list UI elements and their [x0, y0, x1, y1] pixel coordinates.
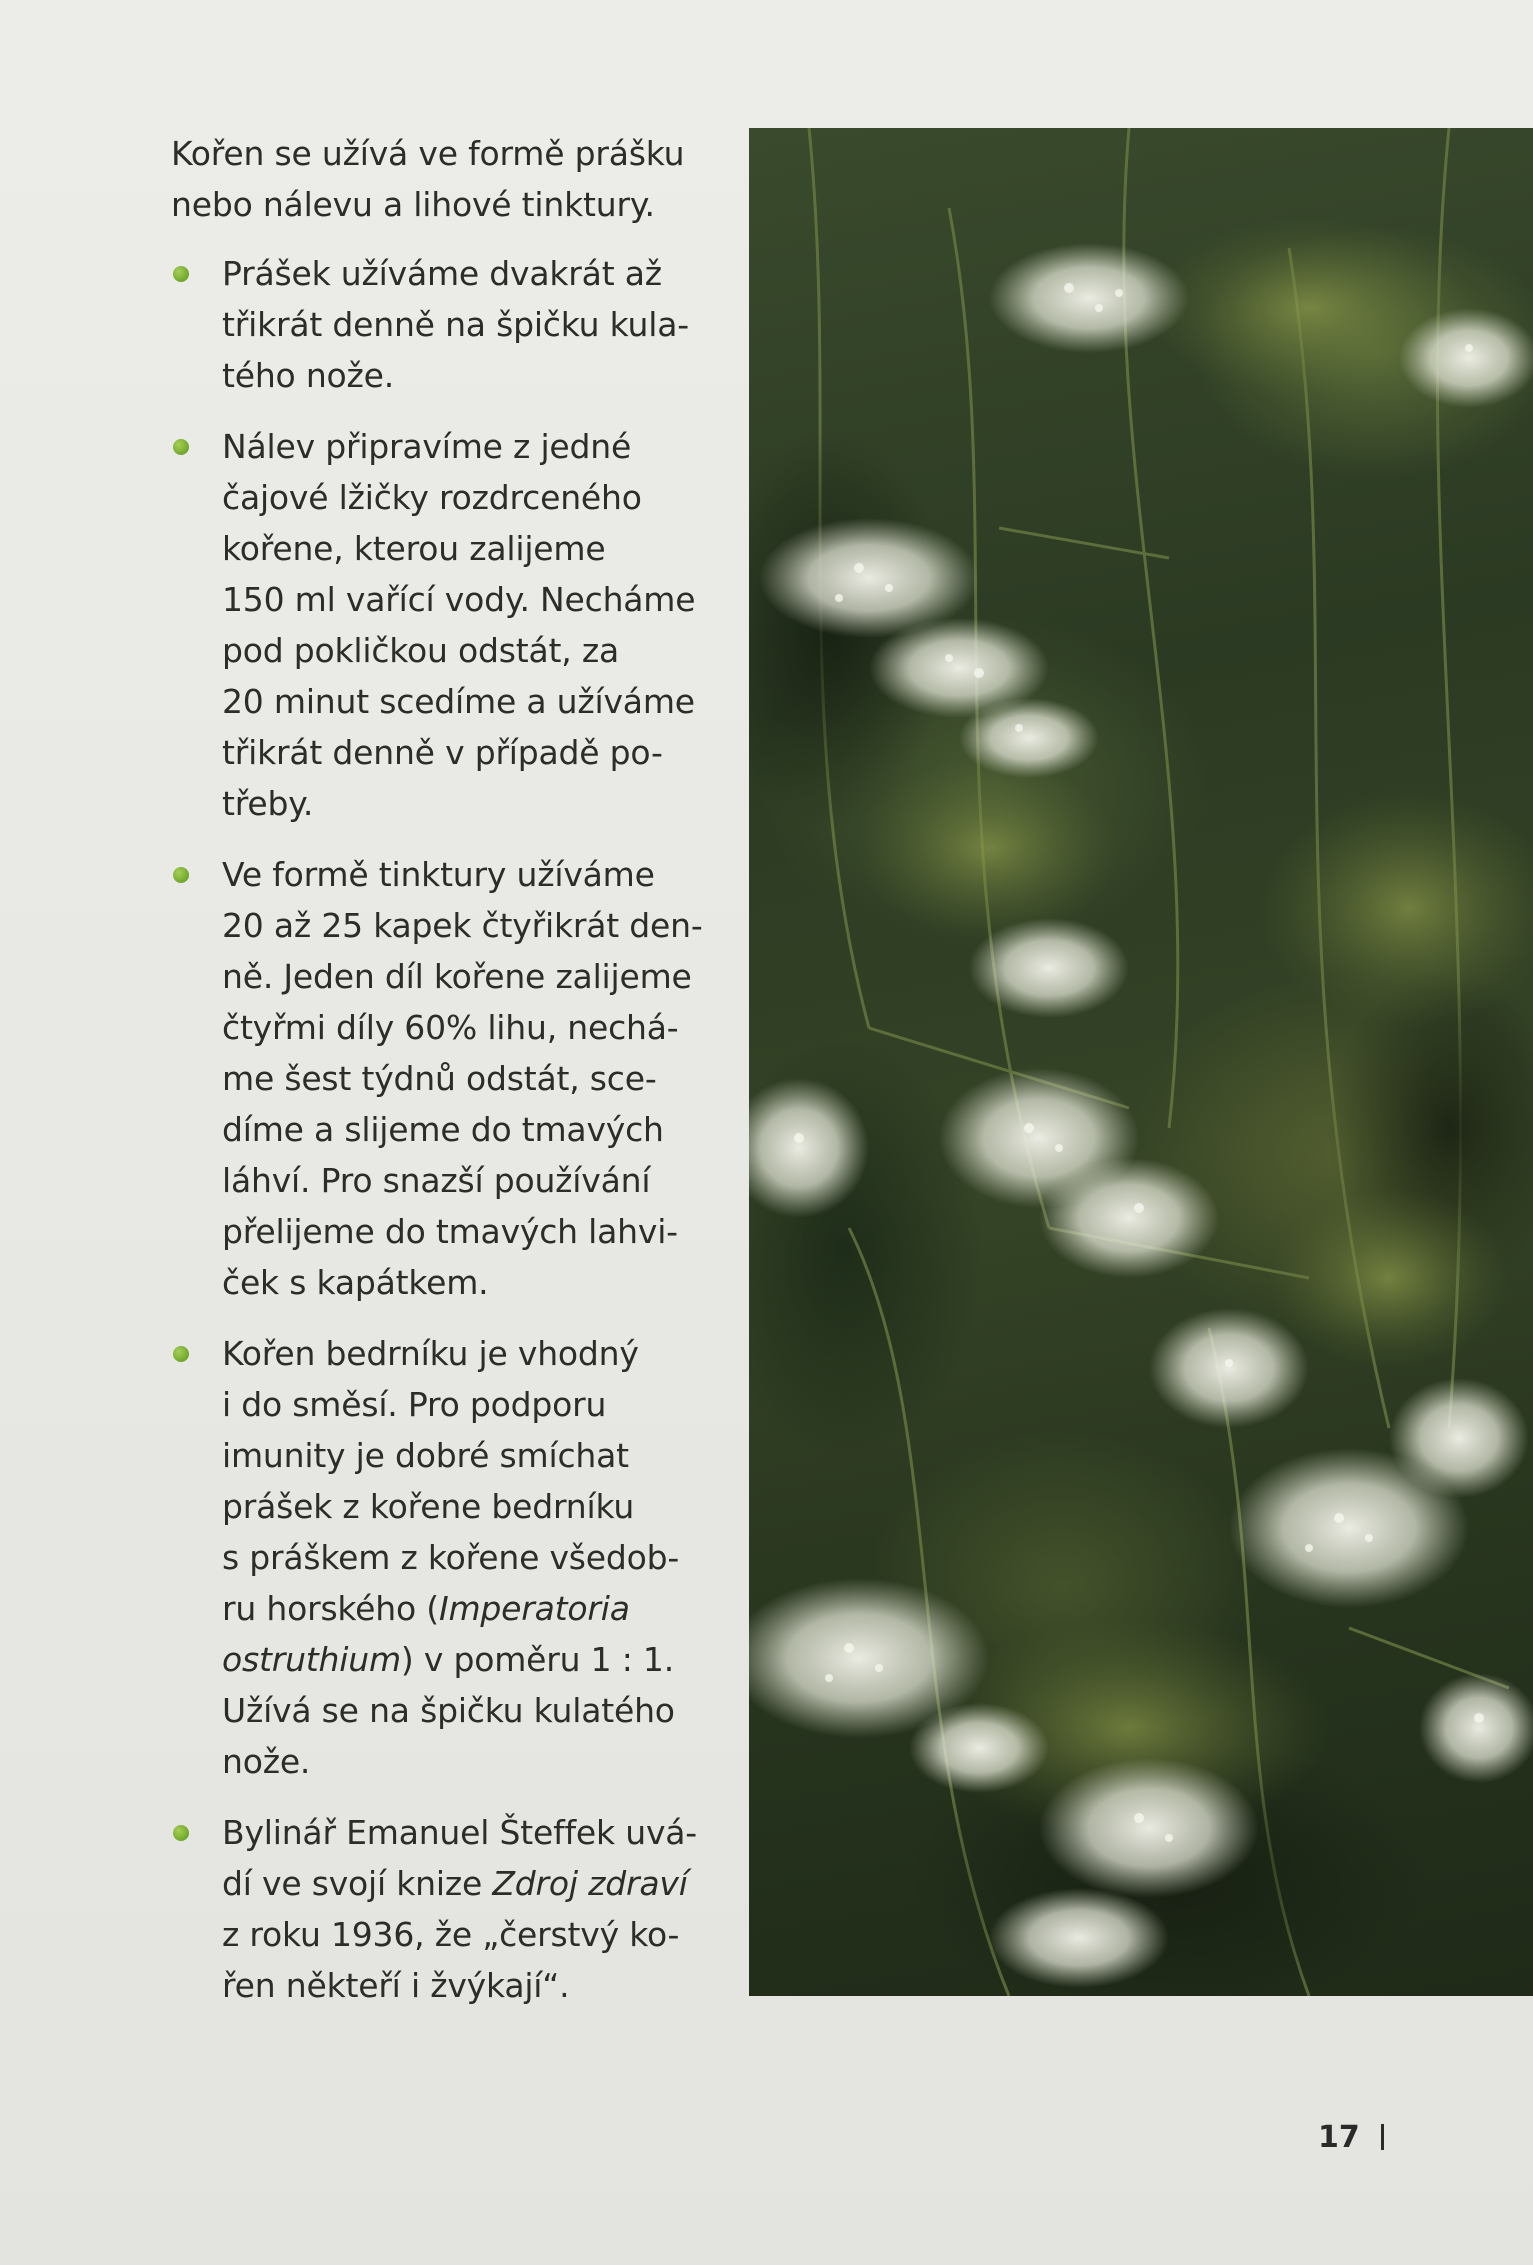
bullet-line: prášek z kořene bedrníku [222, 1487, 635, 1526]
green-bullet-icon [173, 266, 189, 282]
bullet-line: čajové lžičky rozdrceného [222, 478, 642, 517]
bullet-line: Užívá se na špičku kulatého [222, 1691, 675, 1730]
bullet-line: me šest týdnů odstát, sce- [222, 1059, 657, 1098]
bullet-line [222, 1858, 723, 1909]
bullet-line: s práškem z kořene všedob- [222, 1538, 680, 1577]
bullet-line: ček s kapátkem. [222, 1263, 489, 1302]
bullet-line: čtyřmi díly 60% lihu, nechá- [222, 1008, 679, 1047]
bullet-line: přelijeme do tmavých lahvi- [222, 1212, 678, 1251]
bullet-line: láhví. Pro snazší používání [222, 1161, 651, 1200]
bullet-item-steffek [171, 1807, 723, 2011]
green-bullet-icon [173, 1825, 189, 1841]
book-title: Zdroj zdraví [492, 1864, 688, 1903]
bullet-item-powder [171, 248, 723, 401]
bullet-line: 20 až 25 kapek čtyřikrát den- [222, 906, 703, 945]
bullet-line [222, 1583, 723, 1634]
bullet-line: třikrát denně na špičku kula- [222, 305, 689, 344]
bullet-line: z roku 1936, že „čerstvý ko- [222, 1915, 680, 1954]
bullet-line: ně. Jeden díl kořene zalijeme [222, 957, 692, 996]
bullet-line: tého nože. [222, 356, 395, 395]
page-number: 17 [1318, 2120, 1360, 2155]
bullet-line: Bylinář Emanuel Šteffek uvá- [222, 1813, 698, 1852]
bullet-line: nože. [222, 1742, 311, 1781]
green-bullet-icon [173, 867, 189, 883]
bullet-line: díme a slijeme do tmavých [222, 1110, 664, 1149]
flower-photo [749, 128, 1533, 1996]
bullet-line: třeby. [222, 784, 314, 823]
bullet-line: kořene, kterou zalijeme [222, 529, 606, 568]
text-column [171, 128, 723, 2031]
bullet-line: Nálev připravíme z jedné [222, 427, 632, 466]
green-bullet-icon [173, 439, 189, 455]
bullet-item-infusion [171, 421, 723, 829]
intro-line: nebo nálevu a lihové tinktury. [171, 185, 655, 224]
latin-species-name: ostruthium [222, 1640, 401, 1679]
bullet-line: Ve formě tinktury užíváme [222, 855, 655, 894]
intro-line: Kořen se užívá ve formě prášku [171, 134, 685, 173]
bullet-line [222, 1634, 723, 1685]
line-text: ) v poměru 1 : 1. [400, 1640, 675, 1679]
bullet-line: třikrát denně v případě po- [222, 733, 663, 772]
intro-paragraph [171, 128, 723, 230]
latin-genus-name: Imperatoria [438, 1589, 630, 1628]
bullet-line: Kořen bedrníku je vhodný [222, 1334, 639, 1373]
usage-bullet-list [171, 248, 723, 2011]
line-text: ru horského ( [222, 1589, 439, 1628]
bullet-line: Prášek užíváme dvakrát až [222, 254, 662, 293]
bullet-item-tincture [171, 849, 723, 1308]
line-text: dí ve svojí knize [222, 1864, 493, 1903]
bullet-item-mixtures [171, 1328, 723, 1787]
bullet-line: 20 minut scedíme a užíváme [222, 682, 695, 721]
page-number-divider [1381, 2124, 1384, 2150]
bullet-line: řen někteří i žvýkají“. [222, 1966, 570, 2005]
bullet-line: i do směsí. Pro podporu [222, 1385, 607, 1424]
bullet-line: pod pokličkou odstát, za [222, 631, 619, 670]
bullet-line: 150 ml vařící vody. Necháme [222, 580, 696, 619]
bullet-line: imunity je dobré smíchat [222, 1436, 629, 1475]
green-bullet-icon [173, 1346, 189, 1362]
flower-photo-illustration [749, 128, 1533, 1996]
